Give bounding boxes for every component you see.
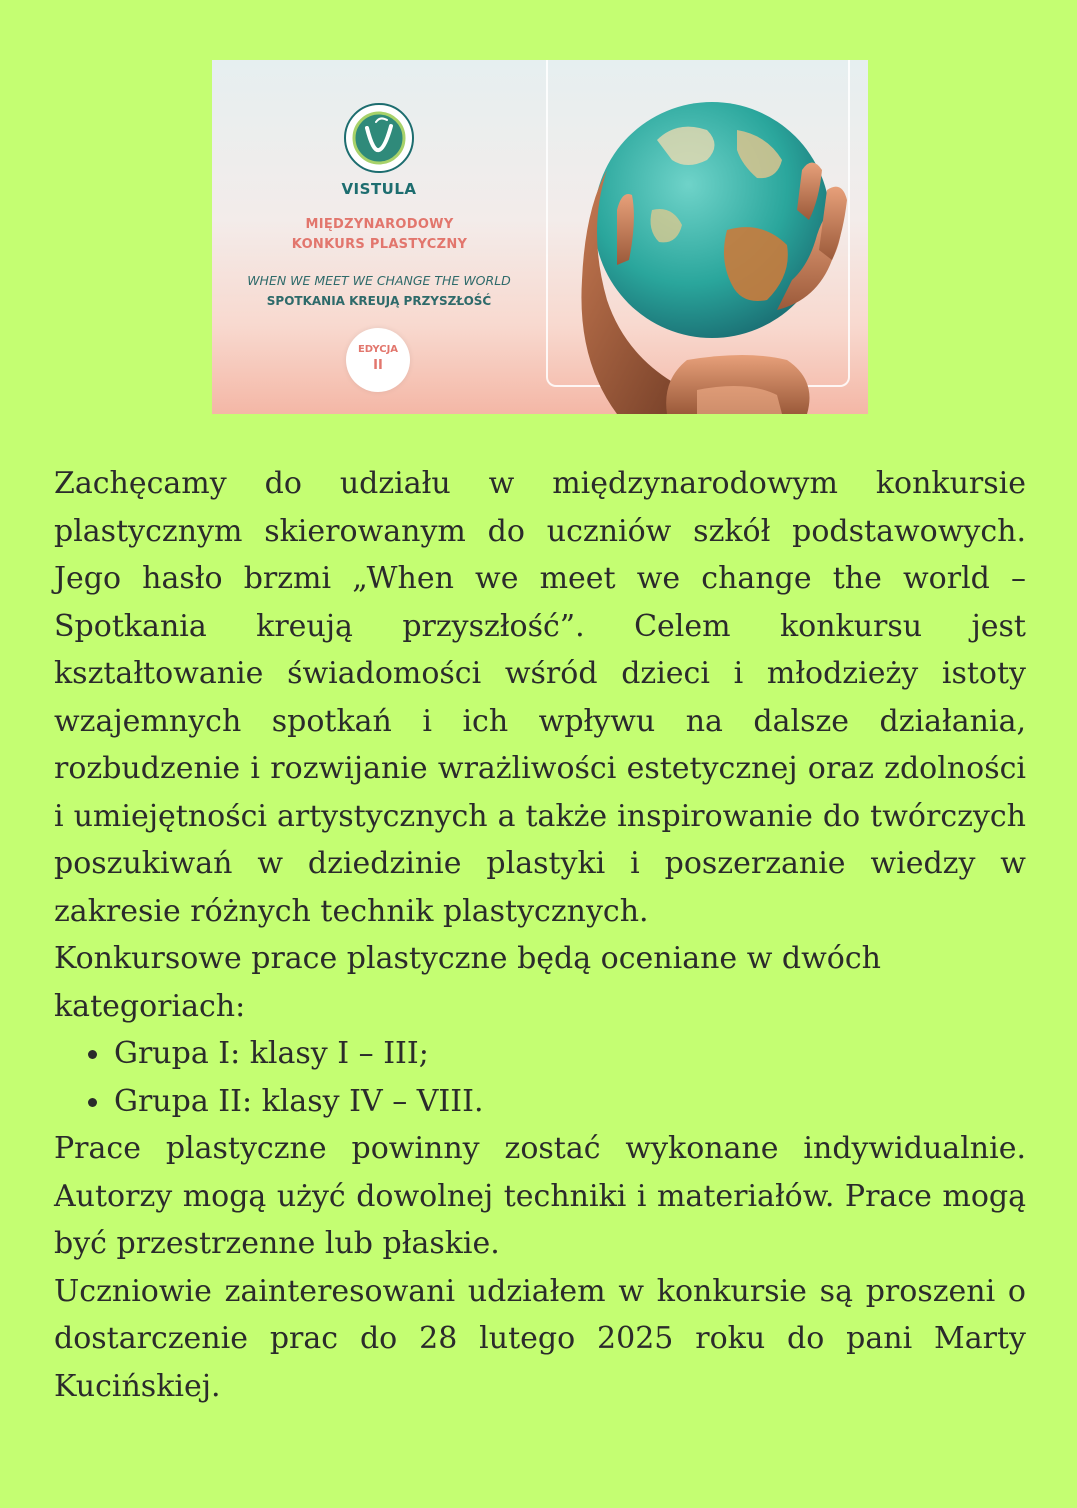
- group-label: Grupa II: klasy IV – VIII.: [114, 1083, 484, 1119]
- edition-number: II: [373, 358, 383, 373]
- edition-badge: [346, 328, 410, 392]
- edition-label: EDYCJA: [357, 344, 399, 355]
- contest-title: [252, 215, 507, 255]
- vistula-logo: [337, 102, 421, 198]
- intro-paragraph: Zachęcamy do udziału w międzynarodowym konkursie plastycznym skierowanym do uczniów szkół podstawowych. Jego hasło brzmi „When we meet we change the world – Spotkania kreują przyszłość”. Celem konkursu jest kształtowanie świadomości wśród dzieci i młodzieży istoty wzajemnych spotkań i ich wpływu na dalsze działania, rozbudzenie i rozwijanie wrażliwości estetycznej oraz zdolności i umiejętności artystycznych a także inspirowanie do twórczych poszukiwań w dziedzinie plastyki i poszerzanie wiedzy w zakresie różnych technik plastycznych.: [54, 466, 1026, 929]
- list-item: [54, 1078, 1026, 1126]
- list-item: [54, 1030, 1026, 1078]
- logo-name: VISTULA: [341, 180, 417, 198]
- vistula-emblem-icon: [343, 102, 415, 174]
- globe-in-hands-icon: [547, 60, 868, 414]
- bullet-icon: [88, 1098, 97, 1107]
- rules-paragraph: Prace plastyczne powinny zostać wykonane indywidualnie. Autorzy mogą użyć dowolnej techniki i materiałów. Prace mogą być przestrzenne lub płaskie.: [54, 1131, 1026, 1261]
- contest-banner: [212, 60, 868, 414]
- motto-polish: SPOTKANIA KREUJĄ PRZYSZŁOŚĆ: [266, 294, 492, 308]
- bullet-icon: [88, 1050, 97, 1059]
- groups-list: [54, 1030, 1026, 1125]
- deadline-paragraph: Uczniowie zainteresowani udziałem w konkursie są proszeni o dostarczenie prac do 28 lutego 2025 roku do pani Marty Kucińskiej.: [54, 1273, 1026, 1404]
- group-label: Grupa I: klasy I – III;: [114, 1036, 429, 1071]
- categories-intro: Konkursowe prace plastyczne będą oceniane w dwóch kategoriach:: [54, 941, 881, 1024]
- contest-description: [54, 460, 1026, 1410]
- contest-title-line2: KONKURS PLASTYCZNY: [291, 237, 468, 252]
- contest-title-line1: MIĘDZYNARODOWY: [305, 217, 454, 232]
- motto-english: WHEN WE MEET WE CHANGE THE WORLD: [247, 273, 511, 288]
